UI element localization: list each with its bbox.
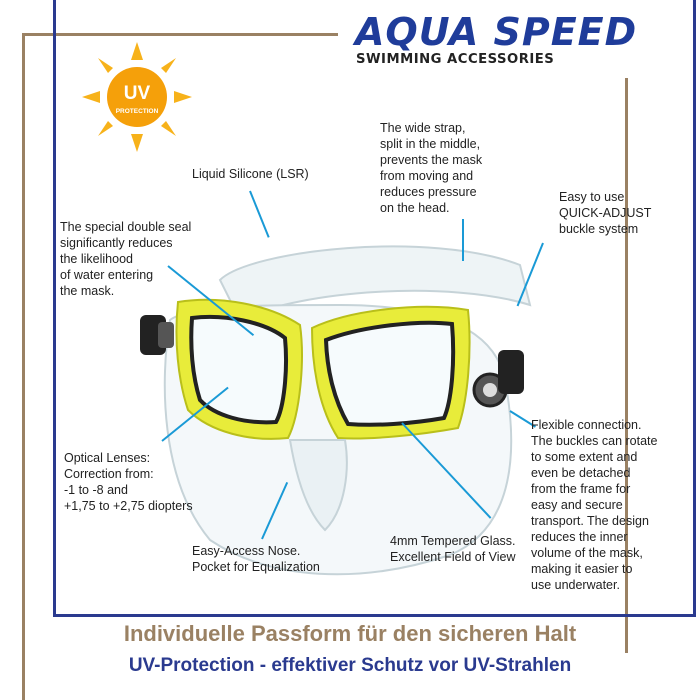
callout-buckle: Easy to use QUICK-ADJUST buckle system bbox=[559, 190, 652, 236]
callout-silicone: Liquid Silicone (LSR) bbox=[192, 167, 309, 181]
frame-blue-bottom bbox=[53, 614, 696, 617]
callout-flex: Flexible connection. The buckles can rotate to some extent and even be detached from the frame for easy and secure transport. The design reduces the inner volume of the mask, making it easier to use underwater. bbox=[531, 418, 658, 592]
callout-line-strap bbox=[462, 219, 464, 261]
uv-badge-subtext: PROTECTION bbox=[115, 108, 159, 115]
callout-lenses: Optical Lenses: Correction from: -1 to -8 and +1,75 to +2,75 diopters bbox=[64, 451, 193, 513]
frame-blue-right bbox=[693, 0, 696, 617]
frame-brown-left bbox=[22, 33, 25, 700]
callout-strap: The wide strap, split in the middle, prevents the mask from moving and reduces pressure on the head. bbox=[380, 121, 483, 215]
footer-line-fit: Individuelle Passform für den sicheren Halt bbox=[123, 621, 577, 646]
brand-logo: AQUA SPEED bbox=[355, 10, 638, 54]
footer-line-uv: UV-Protection - effektiver Schutz vor UV-Strahlen bbox=[128, 655, 572, 676]
callout-nose: Easy-Access Nose. Pocket for Equalization bbox=[192, 544, 320, 574]
uv-badge-text: UV bbox=[123, 83, 151, 104]
brand-tagline: SWIMMING ACCESSORIES bbox=[356, 52, 555, 67]
callout-glass: 4mm Tempered Glass. Excellent Field of View bbox=[390, 534, 516, 564]
frame-blue-left bbox=[53, 0, 56, 617]
callout-seal: The special double seal significantly reduces the likelihood of water entering the mask. bbox=[60, 220, 192, 298]
